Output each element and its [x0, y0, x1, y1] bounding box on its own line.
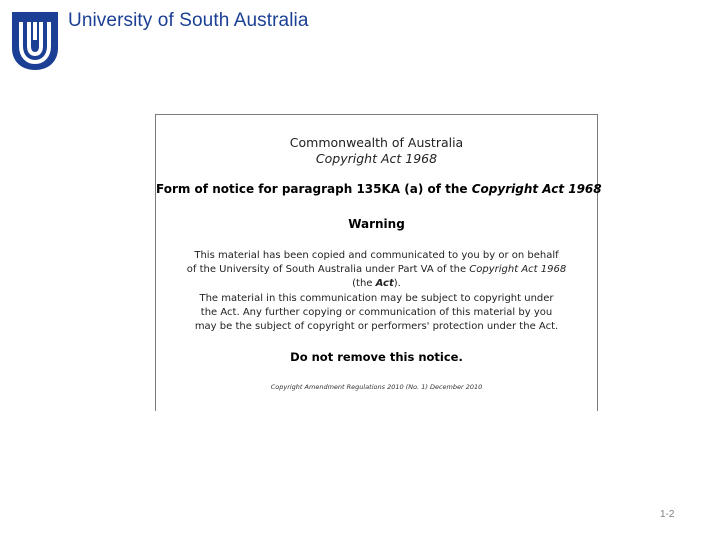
body-line-3-prefix: (the [352, 278, 376, 290]
regulations-citation: Copyright Amendment Regulations 2010 (No. 1) December 2010 [270, 383, 483, 391]
body-line-6: may be the subject of copyright or performers' protection under the Act. [194, 321, 559, 333]
form-title-prefix: Form of notice for paragraph 135KA (a) of the [156, 182, 472, 196]
notice-body [156, 249, 597, 334]
do-not-remove-notice: Do not remove this notice. [290, 350, 463, 364]
body-line-3-act: Act [375, 278, 394, 290]
body-line-2-prefix: of the University of South Australia under Part VA of the [186, 264, 470, 276]
form-title [156, 182, 602, 196]
warning-heading: Warning [348, 217, 405, 231]
university-name: University of South Australia [68, 10, 309, 31]
body-line-3 [156, 277, 597, 291]
body-line-5: the Act. Any further copying or communication of this material by you [200, 306, 553, 318]
body-line-1: This material has been copied and communicated to you by or on behalf [194, 250, 559, 261]
body-line-2-act: Copyright Act 1968 [469, 264, 567, 276]
page-number: 1-2 [660, 509, 675, 520]
unisa-logo-icon [10, 10, 60, 72]
copyright-notice [155, 114, 602, 411]
notice-heading: Commonwealth of Australia [289, 135, 464, 150]
body-line-2 [156, 263, 597, 277]
body-line-3-suffix: ). [393, 278, 401, 290]
notice-act: Copyright Act 1968 [315, 151, 438, 166]
form-title-act: Copyright Act 1968 [471, 182, 602, 196]
body-line-4: The material in this communication may be subject to copyright under [199, 292, 554, 304]
